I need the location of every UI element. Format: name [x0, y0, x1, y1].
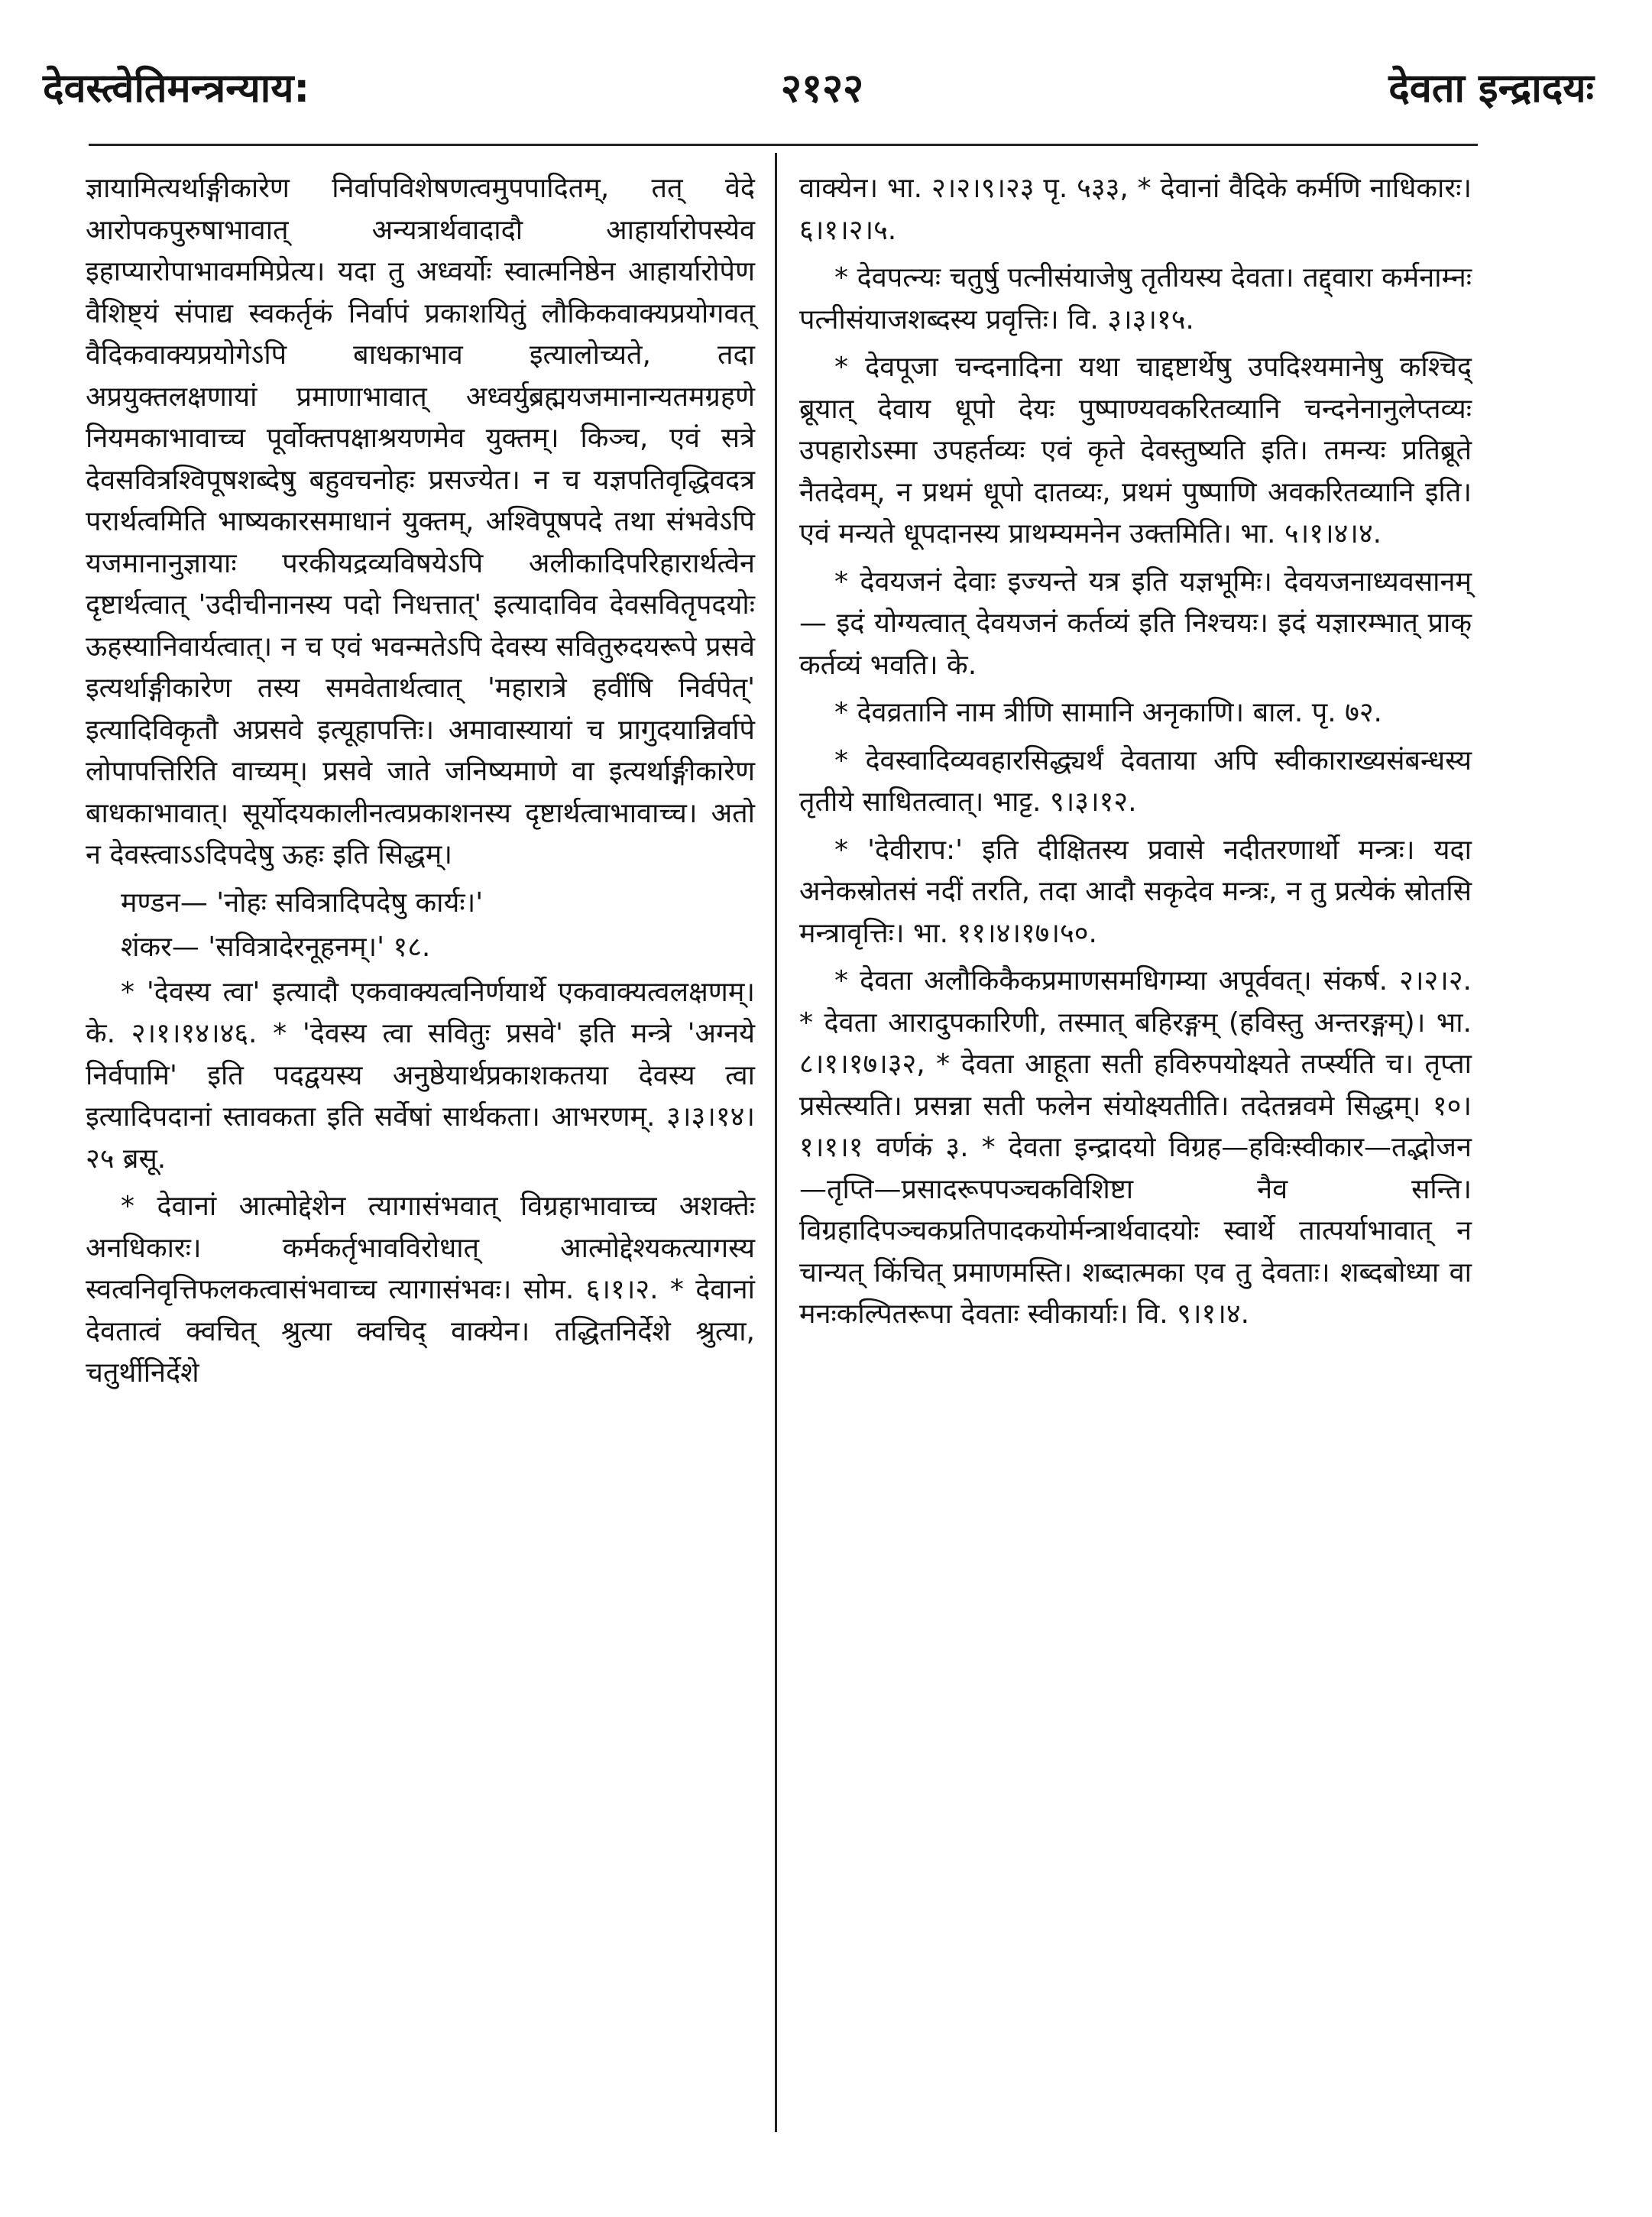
- entry-devasya-tva: * 'देवस्य त्वा' इत्यादौ एकवाक्यत्वनिर्णयार्थे एकवाक्यत्वलक्षणम्। के. २।१।१४।४६. * 'देवस्य त्वा सवितुः प्रसवे' इति मन्त्रे 'अग्नये निर्वपामि' इति पदद्वयस्य अनुष्ठेयार्थप्रकाशकतया देवस्य त्वा इत्यादिपदानां स्तावकता इति सर्वेषां सार्थकता। आभरणम्. ३।३।१४। २५ ब्रसू.: [86, 976, 755, 1175]
- header-rule: [89, 144, 1478, 146]
- left-column: [86, 168, 755, 1401]
- entry-devayajanam: * देवयजनं देवाः इज्यन्ते यत्र इति यज्ञभूमिः। देवयजनाध्यवसानम्— इदं योग्यत्वात् देवयजनं कर्तव्यं इति निश्चयः। इदं यज्ञारम्भात् प्राक् कर्तव्यं भवति। के.: [799, 566, 1472, 681]
- entry-devavratani: * देवव्रतानि नाम त्रीणि सामानि अनृकाणि। बाल. पृ. ७२.: [834, 697, 1382, 728]
- entry-devapatnyah: * देवपत्न्यः चतुर्षु पत्नीसंयाजेषु तृतीयस्य देवता। तद्द्वारा कर्मनाम्नः पत्नीसंयाजशब्दस्य प्रवृत्तिः। वि. ३।३।१५.: [799, 262, 1472, 335]
- paragraph: ज्ञायामित्यर्थाङ्गीकारेण निर्वापविशेषणत्वमुपपादितम्, तत् वेदे आरोपकपुरुषाभावात् अन्यत्रार्थवादादौ आहार्यारोपस्येव इहाप्यारोपाभावममिप्रेत्य। यदा तु अध्वर्योः स्वात्मनिष्ठेन आहार्यारोपेण वैशिष्ट्यं संपाद्य स्वकर्तृकं निर्वापं प्रकाशयितुं लौकिकवाक्यप्रयोगवत् वैदिकवाक्यप्रयोगेऽपि बाधकाभाव इत्यालोच्यते, तदा अप्रयुक्तलक्षणायां प्रमाणाभावात् अध्वर्युब्रह्मयजमानान्यतमग्रहणे नियमकाभावाच्च पूर्वोक्तपक्षाश्रयणमेव युक्तम्। किञ्च, एवं सत्रे देवसवित्रश्विपूषशब्देषु बहुवचनोहः प्रसज्येत। न च यज्ञपतिवृद्धिवदत्र परार्थत्वमिति भाष्यकारसमाधानं युक्तम्, अश्विपूषपदे तथा संभवेऽपि यजमानानुज्ञायाः परकीयद्रव्यविषयेऽपि अलीकादिपरिहारार्थत्वेन दृष्टार्थत्वात् 'उदीचीनानस्य पदो निधत्तात्' इत्यादाविव देवसवितृपदयोः ऊहस्यानिवार्यत्वात्। न च एवं भवन्मतेऽपि देवस्य सवितुरुदयरूपे प्रसवे इत्यर्थाङ्गीकारेण तस्य समवेतार्थत्वात् 'महारात्रे हवींषि निर्वपेत्' इत्यादिविकृतौ अप्रसवे इत्यूहापत्तिः। अमावास्यायां च प्रागुदयान्निर्वापे लोपापत्तिरिति वाच्यम्। प्रसवे जाते जनिष्यमाणे वा इत्यर्थाङ्गीकारेण बाधकाभावात्। सूर्योदयकालीनत्वप्रकाशनस्य दृष्टार्थत्वाभावाच्च। अतो न देवस्त्वाऽऽदिपदेषु ऊहः इति सिद्धम्।: [86, 173, 755, 870]
- paragraph-continued: वाक्येन। भा. २।२।९।२३ पृ. ५३३, * देवानां वैदिके कर्मणि नाधिकारः। ६।१।२।५.: [799, 173, 1472, 246]
- column-divider: [775, 153, 777, 2132]
- entry-devapuja: * देवपूजा चन्दनादिना यथा चाद्दष्टार्थेषु उपदिश्यमानेषु कश्चिद् ब्रूयात् देवाय धूपो देयः पुष्पाण्यवकरितव्यानि चन्दनेनानुलेप्तव्यः उपहारोऽस्मा उपहर्तव्यः एवं कृते देवस्तुष्यति इति। तमन्यः प्रतिब्रूते नैतदेवम्, न प्रथमं धूपो दातव्यः, प्रथमं पुष्पाणि अवकरितव्यानि इति। एवं मन्यते धूपदानस्य प्राथम्यमनेन उक्तमिति। भा. ५।१।४।४.: [799, 352, 1472, 549]
- entry-devanam: * देवानां आत्मोद्देशेन त्यागासंभवात् विग्रहाभावाच्च अशक्तेः अनधिकारः। कर्मकर्तृभावविरोधात् आत्मोद्देश्यकत्यागस्य स्वत्वनिवृत्तिफलकत्वासंभवाच्च त्यागासंभवः। सोम. ६।१।२. * देवानां देवतात्वं क्वचित् श्रुत्या क्वचिद् वाक्येन। तद्धितनिर्देशे श्रुत्या, चतुर्थीनिर्देशे: [86, 1191, 755, 1389]
- running-head-left: देवस्त्वेतिमन्त्रन्याय:: [43, 66, 310, 112]
- running-head-right: देवता इन्द्रादयः: [1388, 66, 1594, 112]
- entry-deviirapah: * 'देवीराप:' इति दीक्षितस्य प्रवासे नदीतरणार्थो मन्त्रः। यदा अनेकस्रोतसं नदीं तरति, तदा आदौ सकृदेव मन्त्रः, न तु प्रत्येकं स्रोतसि मन्त्रावृत्तिः। भा. ११।४।१७।५०.: [799, 834, 1472, 949]
- entry-devata: * देवता अलौकिकैकप्रमाणसमधिगम्या अपूर्ववत्। संकर्ष. २।२।२. * देवता आरादुपकारिणी, तस्मात् बहिरङ्गम् (हविस्तु अन्तरङ्गम्)। भा. ८।१।१७।३२, * देवता आहूता सती हविरुपयोक्ष्यते तर्प्स्यति च। तृप्ता प्रसेत्स्यति। प्रसन्ना सती फलेन संयोक्ष्यतीति। तदेतन्नवमे सिद्धम्। १०।१।१।१ वर्णकं ३. * देवता इन्द्रादयो विग्रह—हविःस्वीकार—तद्भोजन—तृप्ति—प्रसादरूपपञ्चकविशिष्टा नैव सन्ति। विग्रहादिपञ्चकप्रतिपादकयोर्मन्त्रार्थवादयोः स्वार्थे तात्पर्याभावात् न चान्यत् किंचित् प्रमाणमस्ति। शब्दात्मका एव तु देवताः। शब्दबोध्या वा मनःकल्पितरूपा देवताः स्वीकार्याः। वि. ९।१।४.: [799, 965, 1472, 1330]
- quote-shankara: शंकर— 'सवित्रादेरनूहनम्।' १८.: [121, 932, 431, 963]
- page-number: २१२२: [780, 66, 864, 112]
- right-column: [799, 168, 1472, 1342]
- page-header: [43, 60, 1602, 121]
- quote-mandana: मण्डन— 'नोहः सवित्रादिपदेषु कार्यः।': [121, 886, 484, 919]
- entry-devasvadi: * देवस्वादिव्यवहारसिद्ध्यर्थं देवताया अपि स्वीकाराख्यसंबन्धस्य तृतीये साधितत्वात्। भाट्ट. ९।३।१२.: [799, 744, 1472, 818]
